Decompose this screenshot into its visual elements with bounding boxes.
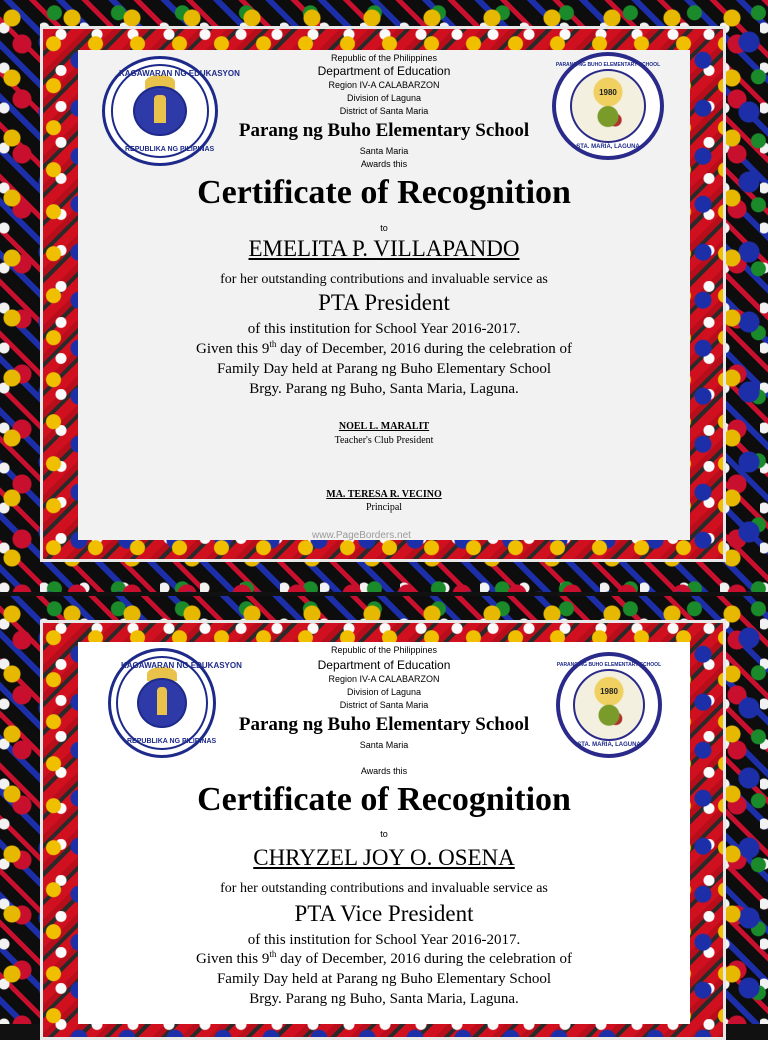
given-line (78, 951, 690, 968)
given-suffix: day of December, 2016 during the celebration of (276, 341, 572, 357)
department-line: Department of Education (317, 64, 451, 78)
town-line: Santa Maria (359, 740, 409, 750)
division-line: Division of Laguna (346, 687, 422, 697)
division-line: Division of Laguna (346, 93, 422, 103)
school-seal-year: 1980 (599, 87, 617, 97)
recipient-role: PTA Vice President (294, 901, 474, 926)
event-line: Family Day held at Parang ng Buho Elementary School (216, 361, 552, 377)
recipient-role: PTA President (318, 290, 450, 315)
school-seal-bottom-text: STA. MARIA, LAGUNA (577, 742, 641, 748)
event-line: Family Day held at Parang ng Buho Elementary School (216, 971, 552, 987)
republic-line: Republic of the Philippines (330, 645, 438, 655)
school-year-line: of this institution for School Year 2016-2017. (247, 932, 521, 948)
given-superscript: th (269, 339, 277, 349)
department-line: Department of Education (317, 658, 451, 672)
certificate-2-paper (78, 642, 690, 1024)
to-line: to (380, 829, 388, 839)
school-name: Parang ng Buho Elementary School (238, 120, 530, 141)
deped-seal-top-text: KAGAWARAN NG EDUKASYON (119, 69, 240, 78)
given-superscript: th (269, 949, 277, 959)
certificate-title: Certificate of Recognition (197, 781, 571, 818)
school-year-line: of this institution for School Year 2016-2017. (247, 321, 521, 337)
school-name: Parang ng Buho Elementary School (238, 714, 530, 735)
school-seal-year: 1980 (600, 687, 618, 697)
watermark-text: www.PageBorders.net (312, 530, 411, 541)
republic-line: Republic of the Philippines (330, 53, 438, 63)
contribution-line: for her outstanding contributions and invaluable service as (220, 881, 548, 896)
recipient-name: EMELITA P. VILLAPANDO (248, 236, 520, 261)
deped-seal-bottom-text: REPUBLIKA NG PILIPINAS (127, 738, 217, 745)
given-suffix: day of December, 2016 during the celebration of (276, 951, 572, 967)
deped-seal-top-text: KAGAWARAN NG EDUKASYON (121, 661, 242, 670)
school-seal-top-text: PARANG NG BUHO ELEMENTARY SCHOOL (556, 662, 662, 668)
given-line (78, 341, 690, 358)
recipient-name: CHRYZEL JOY O. OSENA (253, 845, 515, 870)
town-line: Santa Maria (359, 146, 409, 156)
awards-line: Awards this (360, 766, 408, 776)
address-line: Brgy. Parang ng Buho, Santa Maria, Laguna. (249, 381, 519, 397)
address-line: Brgy. Parang ng Buho, Santa Maria, Laguna. (249, 991, 519, 1007)
contribution-line: for her outstanding contributions and invaluable service as (220, 272, 548, 287)
to-line: to (380, 223, 388, 233)
signatory-1-title: Teacher's Club President (334, 435, 434, 446)
school-seal-top-text: PARANG NG BUHO ELEMENTARY SCHOOL (555, 62, 661, 68)
given-prefix: Given this 9 (196, 341, 270, 357)
region-line: Region IV-A CALABARZON (328, 80, 440, 90)
signatory-1-name: NOEL L. MARALIT (338, 421, 430, 432)
deped-seal-bottom-text: REPUBLIKA NG PILIPINAS (125, 146, 215, 153)
certificate-title: Certificate of Recognition (197, 174, 571, 211)
signatory-2-name: MA. TERESA R. VECINO (326, 489, 442, 500)
district-line: District of Santa Maria (339, 700, 429, 710)
certificate-1-paper (78, 50, 690, 540)
signatory-2-title: Principal (365, 502, 403, 513)
district-line: District of Santa Maria (339, 106, 429, 116)
school-seal-bottom-text: STA. MARIA, LAGUNA (576, 144, 640, 150)
awards-line: Awards this (360, 159, 408, 169)
region-line: Region IV-A CALABARZON (328, 674, 440, 684)
given-prefix: Given this 9 (196, 951, 270, 967)
